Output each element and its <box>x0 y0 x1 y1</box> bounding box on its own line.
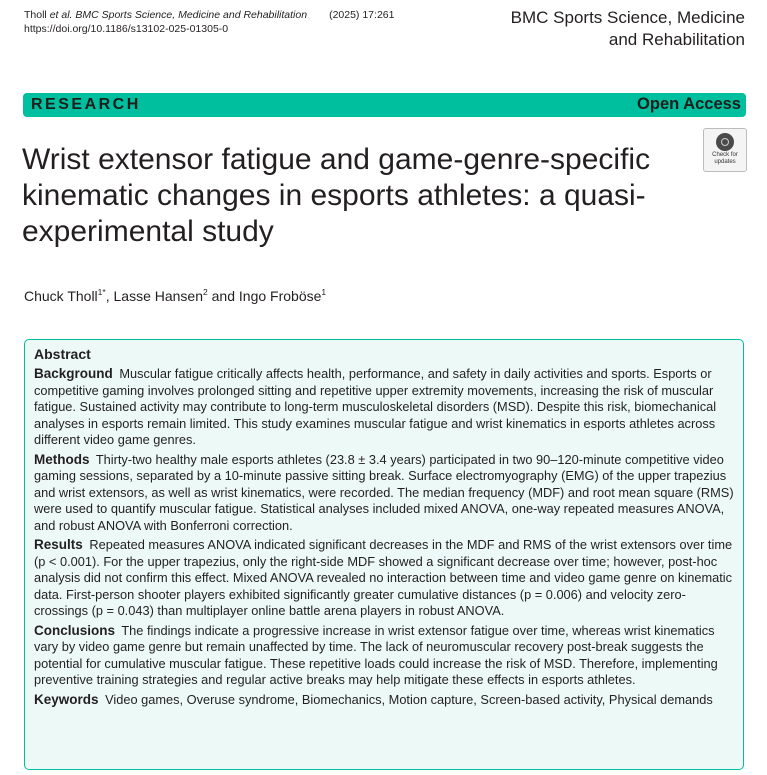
author-name[interactable]: Lasse Hansen <box>113 288 204 304</box>
citation-block <box>24 8 394 36</box>
doi-link[interactable]: https://doi.org/10.1186/s13102-025-01305-0 <box>24 23 229 35</box>
journal-name-line1: BMC Sports Science, Medicine <box>510 8 745 27</box>
author-affiliation: 2 <box>203 287 208 297</box>
author-name[interactable]: Ingo Froböse <box>238 288 322 304</box>
section-text: Muscular fatigue critically affects health, performance, and safety in daily activities and sports. Esports or competitive gaming involves prolonged sitting and repetitive upper extremity movements, increasing the risk of muscular fatigue. Sustained activity may contribute to long-term musculoskeletal disorders (MSD). Despite this risk, biomechanical analyses in esports remain limited. This study examines muscular fatigue and wrist kinematics in esports athletes across different video game genres. <box>34 366 717 447</box>
abstract-methods <box>34 452 734 535</box>
section-label: Results <box>34 537 83 552</box>
section-text: Video games, Overuse syndrome, Biomechanics, Motion capture, Screen-based activity, Physical demands <box>105 691 713 707</box>
section-label: Conclusions <box>34 622 116 638</box>
citation-author: Tholl <box>24 9 47 21</box>
abstract-conclusions <box>34 623 734 689</box>
citation-year: (2025) 17:261 <box>329 9 395 21</box>
abstract-background <box>34 366 734 449</box>
journal-name-line2: and Rehabilitation <box>608 30 745 49</box>
abstract-heading: Abstract <box>34 346 91 362</box>
abstract-keywords <box>34 692 734 709</box>
article-type-label: RESEARCH <box>31 96 141 113</box>
abstract-results <box>34 537 734 620</box>
section-label: Keywords <box>34 691 99 707</box>
citation-journal: et al. BMC Sports Science, Medicine and Rehabilitation <box>49 9 308 21</box>
author-name[interactable]: Chuck Tholl <box>24 288 98 304</box>
author-separator: , <box>105 288 114 304</box>
author-list <box>24 288 326 304</box>
author-separator: and <box>207 288 239 304</box>
badge-line1: Check for <box>712 152 738 158</box>
author-affiliation: 1* <box>97 287 106 297</box>
section-label: Methods <box>34 451 90 467</box>
author-affiliation: 1 <box>321 287 327 297</box>
check-for-updates-icon <box>716 133 734 151</box>
check-for-updates-badge[interactable] <box>703 128 747 172</box>
section-text: Thirty-two healthy male esports athletes (23.8 ± 3.4 years) participated in two 90–120-minute competitive video gaming sessions, separated by a 10-minute passive sitting break. Surface electromyography (EMG) of the upper trapezius and wrist extensors, as well as wrist kinematics, were recorded. The median frequency (MDF) and root mean square (RMS) were used to quantify muscular fatigue. Statistical analyses included mixed ANOVA, one-way repeated measures ANOVA, and robust ANOVA with Bonferroni correction. <box>34 451 734 533</box>
article-title: Wrist extensor fatigue and game-genre-specific kinematic changes in esports athletes: a quasi-experimental study <box>22 143 651 248</box>
article-type-banner <box>23 93 746 117</box>
section-text: The findings indicate a progressive increase in wrist extensor fatigue over time, whereas wrist kinematics vary by video game genre but remain unaffected by time. The lack of neuromuscular recovery post-break suggests the potential for cumulative muscular fatigue. These repetitive loads could increase the risk of MSD. Therefore, implementing preventive training strategies and regular active breaks may help mitigate these effects in esports athletes. <box>34 622 718 687</box>
journal-name <box>511 7 745 51</box>
section-text: Repeated measures ANOVA indicated significant decreases in the MDF and RMS of the wrist extensors over time (p < 0.001). For the upper trapezius, only the right-side MDF showed a significant decrease over time; however, post-hoc analysis did not confirm this effect. Mixed ANOVA revealed no interaction between time and video game genre on kinematic data. First-person shooter players exhibited significantly greater cumulative distances (p = 0.006) and velocity zero-crossings (p = 0.043) than multiplayer online battle arena players in robust ANOVA. <box>34 537 733 618</box>
badge-line2: updates <box>714 158 736 165</box>
open-access-label: Open Access <box>637 95 741 113</box>
section-label: Background <box>34 366 113 381</box>
abstract-box <box>24 339 744 770</box>
citation-line <box>24 8 394 22</box>
